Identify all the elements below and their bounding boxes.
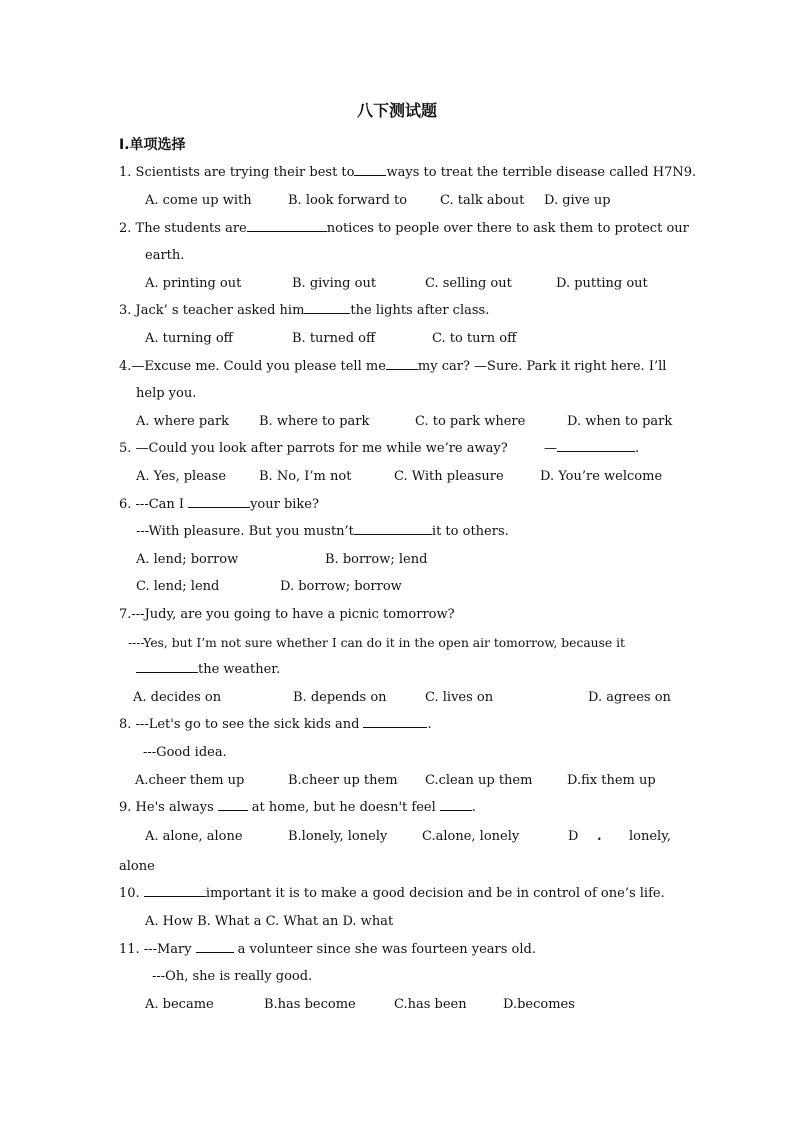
option: A. come up with (145, 193, 252, 208)
option: C. to park where (415, 414, 526, 429)
option: C. lend; lend (136, 579, 220, 594)
option: C.clean up them (425, 773, 533, 788)
option: A. alone, alone (145, 829, 243, 844)
option: C. selling out (425, 276, 512, 291)
answer-blank (354, 164, 386, 176)
question-6: 6. ---Can I your bike? (119, 497, 319, 512)
option: C. talk about (440, 193, 525, 208)
page-title: 八下测试题 (356, 101, 437, 120)
option: B.lonely, lonely (288, 829, 388, 844)
answer-blank (304, 302, 350, 314)
option: C.has been (394, 997, 467, 1012)
option: C. lives on (425, 690, 494, 705)
option: A. where park (136, 414, 230, 429)
question-10: 10. important it is to make a good decision and be in control of one’s life. (119, 886, 665, 901)
option: D. You’re welcome (540, 469, 663, 484)
answer-blank (354, 523, 432, 535)
options-row: A. How B. What a C. What an D. what (145, 914, 394, 929)
option: D. give up (544, 193, 611, 208)
option-wrap: alone (119, 859, 155, 874)
option: B. look forward to (288, 193, 408, 208)
answer-blank (196, 941, 234, 953)
question-2: 2. The students are notices to people over there to ask them to protect our (119, 221, 689, 236)
option: A. decides on (133, 690, 222, 705)
option-dot: . (597, 829, 602, 844)
question-3: 3. Jack’ s teacher asked him the lights after class. (119, 303, 490, 318)
section-heading: I.单项选择 (119, 137, 186, 153)
question-4: 4.—Excuse me. Could you please tell me my car? —Sure. Park it right here. I’ll (119, 359, 667, 374)
answer-blank (218, 799, 248, 811)
question-1: 1. Scientists are trying their best to ways to treat the terrible disease called H7N9. (119, 165, 697, 180)
answer-blank (188, 496, 250, 508)
answer-blank (136, 661, 198, 673)
option: lonely, (629, 829, 671, 844)
option: C. With pleasure (394, 469, 504, 484)
question-8-response: ---Good idea. (143, 745, 227, 760)
option: B. turned off (292, 331, 376, 346)
option: A. lend; borrow (136, 552, 239, 567)
answer-blank (144, 885, 206, 897)
option: A.cheer them up (135, 773, 245, 788)
question-8: 8. ---Let's go to see the sick kids and . (119, 717, 432, 732)
option: D. agrees on (588, 690, 671, 705)
option: D. borrow; borrow (280, 579, 402, 594)
question-2-continued: earth. (145, 248, 185, 263)
question-4-continued: help you. (136, 386, 197, 401)
option: D. putting out (556, 276, 648, 291)
question-5-response: — . (544, 441, 640, 456)
option: B.has become (264, 997, 356, 1012)
option: B. No, I’m not (259, 469, 352, 484)
option: A. Yes, please (136, 469, 227, 484)
option: B.cheer up them (288, 773, 398, 788)
option: D.fix them up (567, 773, 656, 788)
option: B. where to park (259, 414, 370, 429)
option: D.becomes (503, 997, 575, 1012)
answer-blank (386, 358, 418, 370)
question-11-response: ---Oh, she is really good. (152, 969, 313, 984)
answer-blank (247, 220, 327, 232)
option: B. borrow; lend (325, 552, 428, 567)
answer-blank (363, 716, 427, 728)
answer-blank (440, 799, 472, 811)
answer-blank (557, 440, 635, 452)
option: B. depends on (293, 690, 387, 705)
question-9: 9. He's always at home, but he doesn't feel . (119, 800, 476, 815)
question-6-response: ---With pleasure. But you mustn’t it to others. (136, 524, 509, 539)
option-letter: D (568, 829, 579, 844)
option: C. to turn off (432, 331, 517, 346)
question-7: 7.---Judy, are you going to have a picnic tomorrow? (119, 607, 455, 622)
option: A. printing out (145, 276, 242, 291)
question-7-response: ----Yes, but I’m not sure whether I can do it in the open air tomorrow, because it (128, 636, 625, 650)
option: D. when to park (567, 414, 673, 429)
question-11: 11. ---Mary a volunteer since she was fourteen years old. (119, 942, 536, 957)
option: A. turning off (145, 331, 233, 346)
option: A. became (145, 997, 214, 1012)
option: B. giving out (292, 276, 377, 291)
option: C.alone, lonely (422, 829, 520, 844)
question-5: 5. —Could you look after parrots for me while we’re away? (119, 441, 508, 456)
question-7-continued: the weather. (136, 661, 280, 679)
